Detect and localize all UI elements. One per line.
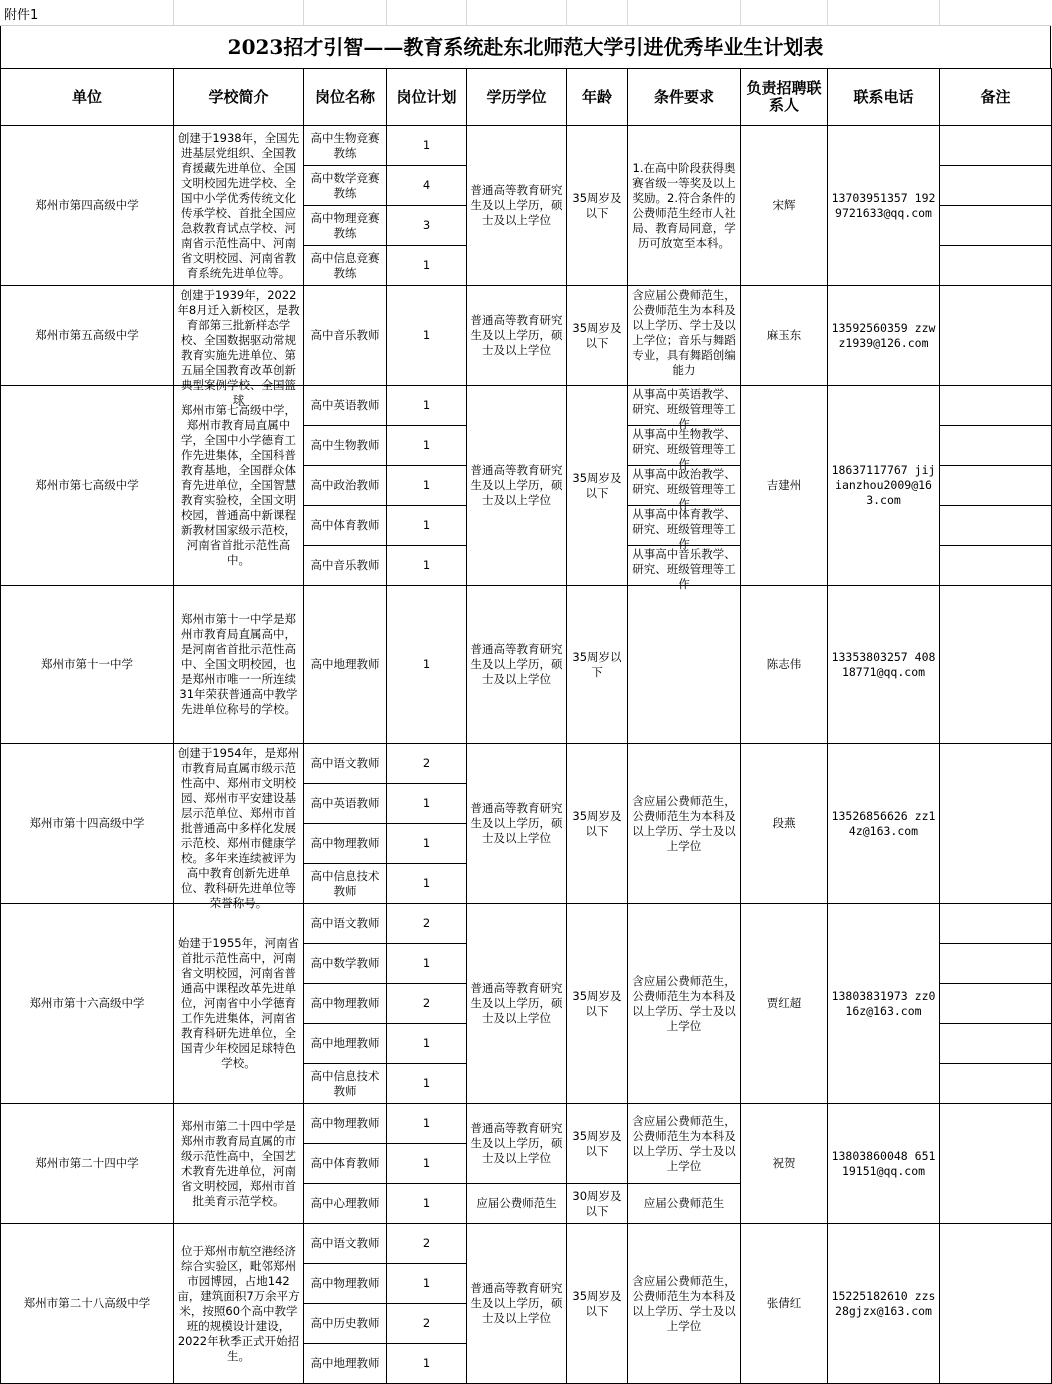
header-contact: 负责招聘联系人 <box>741 69 828 126</box>
conditions-cell <box>628 586 741 744</box>
age-cell: 35周岁及以下 <box>567 126 628 286</box>
contact-cell: 贾红超 <box>741 904 828 1104</box>
unit-cell: 郑州市第二十四中学 <box>1 1104 174 1224</box>
position-cell: 高中英语教师 <box>304 784 387 824</box>
contact-cell: 宋辉 <box>741 126 828 286</box>
page-title: 2023招才引智——教育系统赴东北师范大学引进优秀毕业生计划表 <box>0 26 1051 68</box>
unit-cell: 郑州市第五高级中学 <box>1 286 174 386</box>
phone-cell: 18637117767 jijianzhou2009@163.com <box>828 386 940 586</box>
degree-cell: 普通高等教育研究生及以上学历，硕士及以上学位 <box>467 126 567 286</box>
plan-cell: 3 <box>387 206 467 246</box>
notes-cell <box>940 586 1052 744</box>
position-cell: 高中信息竞赛教练 <box>304 246 387 286</box>
age-cell: 30周岁及以下 <box>567 1184 628 1224</box>
header-position: 岗位名称 <box>304 69 387 126</box>
plan-cell: 1 <box>387 1024 467 1064</box>
conditions-text: 从事高中体育教学、研究、班级管理等工作 <box>632 506 736 551</box>
table-row <box>1 286 1052 386</box>
age-cell: 35周岁及以下 <box>567 386 628 586</box>
position-cell: 高中体育教师 <box>304 1144 387 1184</box>
notes-cell <box>940 386 1052 426</box>
intro-cell <box>174 744 304 910</box>
plan-cell: 1 <box>387 1264 467 1304</box>
position-cell: 高中音乐教师 <box>304 286 387 386</box>
plan-cell: 1 <box>387 1064 467 1104</box>
table-row <box>1 744 1052 784</box>
position-cell: 高中物理教师 <box>304 824 387 864</box>
plan-cell: 1 <box>387 286 467 386</box>
notes-cell <box>940 166 1052 206</box>
position-cell: 高中信息技术教师 <box>304 1064 387 1104</box>
plan-cell: 1 <box>387 506 467 546</box>
unit-cell: 郑州市第七高级中学 <box>1 386 174 586</box>
phone-cell: 13703951357 1929721633@qq.com <box>828 126 940 286</box>
conditions-text: 从事高中音乐教学、研究、班级管理等工作 <box>632 546 736 591</box>
degree-cell: 普通高等教育研究生及以上学历，硕士及以上学位 <box>467 1104 567 1184</box>
notes-cell <box>940 944 1052 984</box>
age-cell: 35周岁及以下 <box>567 744 628 904</box>
unit-cell: 郑州市第十六高级中学 <box>1 904 174 1104</box>
conditions-cell: 含应届公费师范生，公费师范生为本科及以上学历、学士及以上学位 <box>628 1224 741 1384</box>
position-cell: 高中数学教师 <box>304 944 387 984</box>
plan-cell: 1 <box>387 386 467 426</box>
position-cell: 高中物理教师 <box>304 1264 387 1304</box>
conditions-cell: 含应届公费师范生，公费师范生为本科及以上学历、学士及以上学位 <box>628 1104 741 1184</box>
plan-cell: 1 <box>387 944 467 984</box>
intro-text: 创建于1954年，是郑州市教育局直属市级示范性高中、郑州市文明校园、郑州市平安建设基层示范单位、郑州市首批普通高中多样化发展示范校、郑州市健康学校。多年来连续被评为高中教育创新先进单位、教科研先进单位等荣誉称号。 <box>177 745 300 910</box>
plan-cell: 1 <box>387 1344 467 1384</box>
plan-cell: 1 <box>387 1104 467 1144</box>
position-cell: 高中音乐教师 <box>304 546 387 586</box>
conditions-cell: 含应届公费师范生，公费师范生为本科及以上学历、学士及以上学位 <box>628 744 741 904</box>
header-degree: 学历学位 <box>467 69 567 126</box>
table-row <box>1 1224 1052 1264</box>
plan-cell: 1 <box>387 784 467 824</box>
unit-cell: 郑州市第四高级中学 <box>1 126 174 286</box>
table-row <box>1 1104 1052 1144</box>
conditions-cell <box>628 506 741 551</box>
contact-cell: 吉建州 <box>741 386 828 586</box>
header-plan: 岗位计划 <box>387 69 467 126</box>
phone-cell: 13526856626 zz14z@163.com <box>828 744 940 904</box>
degree-cell: 普通高等教育研究生及以上学历，硕士及以上学位 <box>467 386 567 586</box>
age-cell: 35周岁及以下 <box>567 904 628 1104</box>
plan-cell: 2 <box>387 1224 467 1264</box>
intro-text: 创建于1939年，2022年8月迁入新校区，是教育部第三批新样态学校、全国数据驱动常规教育实施先进单位、第五届全国教育改革创新典型案例学校、全国篮球 <box>177 287 300 407</box>
notes-cell <box>940 506 1052 546</box>
header-age: 年龄 <box>567 69 628 126</box>
header-row <box>1 69 1052 126</box>
age-cell: 35周岁及以下 <box>567 1104 628 1184</box>
notes-cell <box>940 426 1052 466</box>
age-cell: 35周岁以下 <box>567 586 628 744</box>
conditions-cell <box>628 386 741 431</box>
notes-cell <box>940 546 1052 586</box>
contact-cell: 麻玉东 <box>741 286 828 386</box>
position-cell: 高中生物教师 <box>304 426 387 466</box>
plan-cell: 1 <box>387 1184 467 1224</box>
position-cell: 高中地理教师 <box>304 586 387 744</box>
notes-cell <box>940 1024 1052 1064</box>
recruitment-table <box>0 68 1052 1384</box>
plan-cell: 1 <box>387 824 467 864</box>
degree-cell: 普通高等教育研究生及以上学历，硕士及以上学位 <box>467 744 567 904</box>
age-cell: 35周岁及以下 <box>567 286 628 386</box>
plan-cell: 1 <box>387 246 467 286</box>
header-phone: 联系电话 <box>828 69 940 126</box>
conditions-cell <box>628 466 741 511</box>
plan-cell: 1 <box>387 546 467 586</box>
plan-cell: 2 <box>387 984 467 1024</box>
conditions-cell: 含应届公费师范生，公费师范生为本科及以上学历、学士及以上学位 <box>628 904 741 1104</box>
degree-cell: 普通高等教育研究生及以上学历，硕士及以上学位 <box>467 586 567 744</box>
table-row <box>1 904 1052 944</box>
phone-cell: 13592560359 zzwz1939@126.com <box>828 286 940 386</box>
position-cell: 高中政治教师 <box>304 466 387 506</box>
position-cell: 高中地理教师 <box>304 1024 387 1064</box>
unit-cell: 郑州市第二十八高级中学 <box>1 1224 174 1384</box>
degree-cell: 普通高等教育研究生及以上学历，硕士及以上学位 <box>467 904 567 1104</box>
conditions-text: 从事高中英语教学、研究、班级管理等工作 <box>632 386 736 431</box>
notes-cell <box>940 1064 1052 1104</box>
unit-cell: 郑州市第十四高级中学 <box>1 744 174 904</box>
degree-cell: 应届公费师范生 <box>467 1184 567 1224</box>
header-notes: 备注 <box>940 69 1052 126</box>
phone-cell: 15225182610 zzs28gjzx@163.com <box>828 1224 940 1384</box>
plan-cell: 1 <box>387 466 467 506</box>
conditions-cell: 1.在高中阶段获得奥赛省级一等奖及以上奖励。2.符合条件的公费师范生经市人社局、教育局同意，学历可放宽至本科。 <box>628 126 741 286</box>
intro-cell: 始建于1955年，河南省首批示范性高中，河南省文明校园，河南省普通高中课程改革先进单位，河南省中小学德育工作先进集体，河南省教育科研先进单位，全国青少年校园足球特色学校。 <box>174 904 304 1104</box>
header-intro: 学校简介 <box>174 69 304 126</box>
table-row <box>1 586 1052 744</box>
plan-cell: 1 <box>387 426 467 466</box>
conditions-cell <box>628 286 741 386</box>
position-cell: 高中物理教师 <box>304 984 387 1024</box>
unit-cell: 郑州市第十一中学 <box>1 586 174 744</box>
conditions-cell <box>628 546 741 591</box>
notes-cell <box>940 246 1052 286</box>
position-cell: 高中英语教师 <box>304 386 387 426</box>
intro-cell: 郑州市第十一中学是郑州市教育局直属高中，是河南省首批示范性高中、全国文明校园，也是郑州市唯一一所连续31年荣获普通高中教学先进单位称号的学校。 <box>174 586 304 744</box>
conditions-text: 从事高中政治教学、研究、班级管理等工作 <box>632 466 736 511</box>
age-cell: 35周岁及以下 <box>567 1224 628 1384</box>
notes-cell <box>940 1104 1052 1224</box>
notes-cell <box>940 466 1052 506</box>
plan-cell: 4 <box>387 166 467 206</box>
plan-cell: 1 <box>387 1144 467 1184</box>
phone-cell: 13803860048 65119151@qq.com <box>828 1104 940 1224</box>
position-cell: 高中信息技术教师 <box>304 864 387 904</box>
plan-cell: 2 <box>387 904 467 944</box>
header-unit: 单位 <box>1 69 174 126</box>
conditions-text: 含应届公费师范生，公费师范生为本科及以上学历、学士及以上学位；音乐与舞蹈专业，具有舞蹈创编能力 <box>632 287 736 377</box>
notes-cell <box>940 1224 1052 1384</box>
plan-cell: 1 <box>387 126 467 166</box>
position-cell: 高中生物竞赛教练 <box>304 126 387 166</box>
header-conditions: 条件要求 <box>628 69 741 126</box>
attachment-label: 附件1 <box>4 8 39 23</box>
position-cell: 高中数学竞赛教练 <box>304 166 387 206</box>
position-cell: 高中心理教师 <box>304 1184 387 1224</box>
phone-cell: 13353803257 40818771@qq.com <box>828 586 940 744</box>
position-cell: 高中语文教师 <box>304 904 387 944</box>
conditions-cell <box>628 426 741 471</box>
position-cell: 高中语文教师 <box>304 1224 387 1264</box>
position-cell: 高中体育教师 <box>304 506 387 546</box>
column-letter-strip <box>0 0 1051 26</box>
conditions-text: 从事高中生物教学、研究、班级管理等工作 <box>632 426 736 471</box>
position-cell: 高中物理教师 <box>304 1104 387 1144</box>
notes-cell <box>940 126 1052 166</box>
position-cell: 高中语文教师 <box>304 744 387 784</box>
contact-cell: 张倩红 <box>741 1224 828 1384</box>
notes-cell <box>940 206 1052 246</box>
position-cell: 高中历史教师 <box>304 1304 387 1344</box>
notes-cell <box>940 984 1052 1024</box>
table-row <box>1 386 1052 426</box>
plan-cell: 2 <box>387 1304 467 1344</box>
position-cell: 高中地理教师 <box>304 1344 387 1384</box>
contact-cell: 段燕 <box>741 744 828 904</box>
intro-cell: 创建于1938年，全国先进基层党组织、全国教育援藏先进单位、全国文明校园先进学校、全国中小学优秀传统文化传承学校、首批全国应急救教育试点学校、河南省示范性高中、河南省文明校园、河南省教育系统先进单位等。 <box>174 126 304 286</box>
intro-cell: 郑州市第七高级中学，郑州市教育局直属中学，全国中小学德育工作先进集体，全国科普教育基地，全国群众体育先进单位，全国智慧教育实验校，全国文明校园，普通高中新课程新教材国家级示范校，河南省首批示范性高中。 <box>174 386 304 586</box>
phone-cell: 13803831973 zz016z@163.com <box>828 904 940 1104</box>
degree-cell: 普通高等教育研究生及以上学历，硕士及以上学位 <box>467 1224 567 1384</box>
notes-cell <box>940 904 1052 944</box>
notes-cell <box>940 286 1052 386</box>
conditions-cell: 应届公费师范生 <box>628 1184 741 1224</box>
notes-cell <box>940 744 1052 904</box>
table-row <box>1 126 1052 166</box>
plan-cell: 1 <box>387 864 467 904</box>
intro-cell <box>174 286 304 407</box>
contact-cell: 陈志伟 <box>741 586 828 744</box>
position-cell: 高中物理竞赛教练 <box>304 206 387 246</box>
intro-cell: 郑州市第二十四中学是郑州市教育局直属的市级示范性高中，全国艺术教育先进单位，河南省文明校园，郑州市首批美育示范学校。 <box>174 1104 304 1224</box>
intro-cell: 位于郑州市航空港经济综合实验区，毗邻郑州市园博园，占地142亩，建筑面积7万余平方米，按照60个高中教学班的规模设计建设，2022年秋季正式开始招生。 <box>174 1224 304 1384</box>
contact-cell: 祝贺 <box>741 1104 828 1224</box>
plan-cell: 2 <box>387 744 467 784</box>
plan-cell: 1 <box>387 586 467 744</box>
degree-cell: 普通高等教育研究生及以上学历，硕士及以上学位 <box>467 286 567 386</box>
